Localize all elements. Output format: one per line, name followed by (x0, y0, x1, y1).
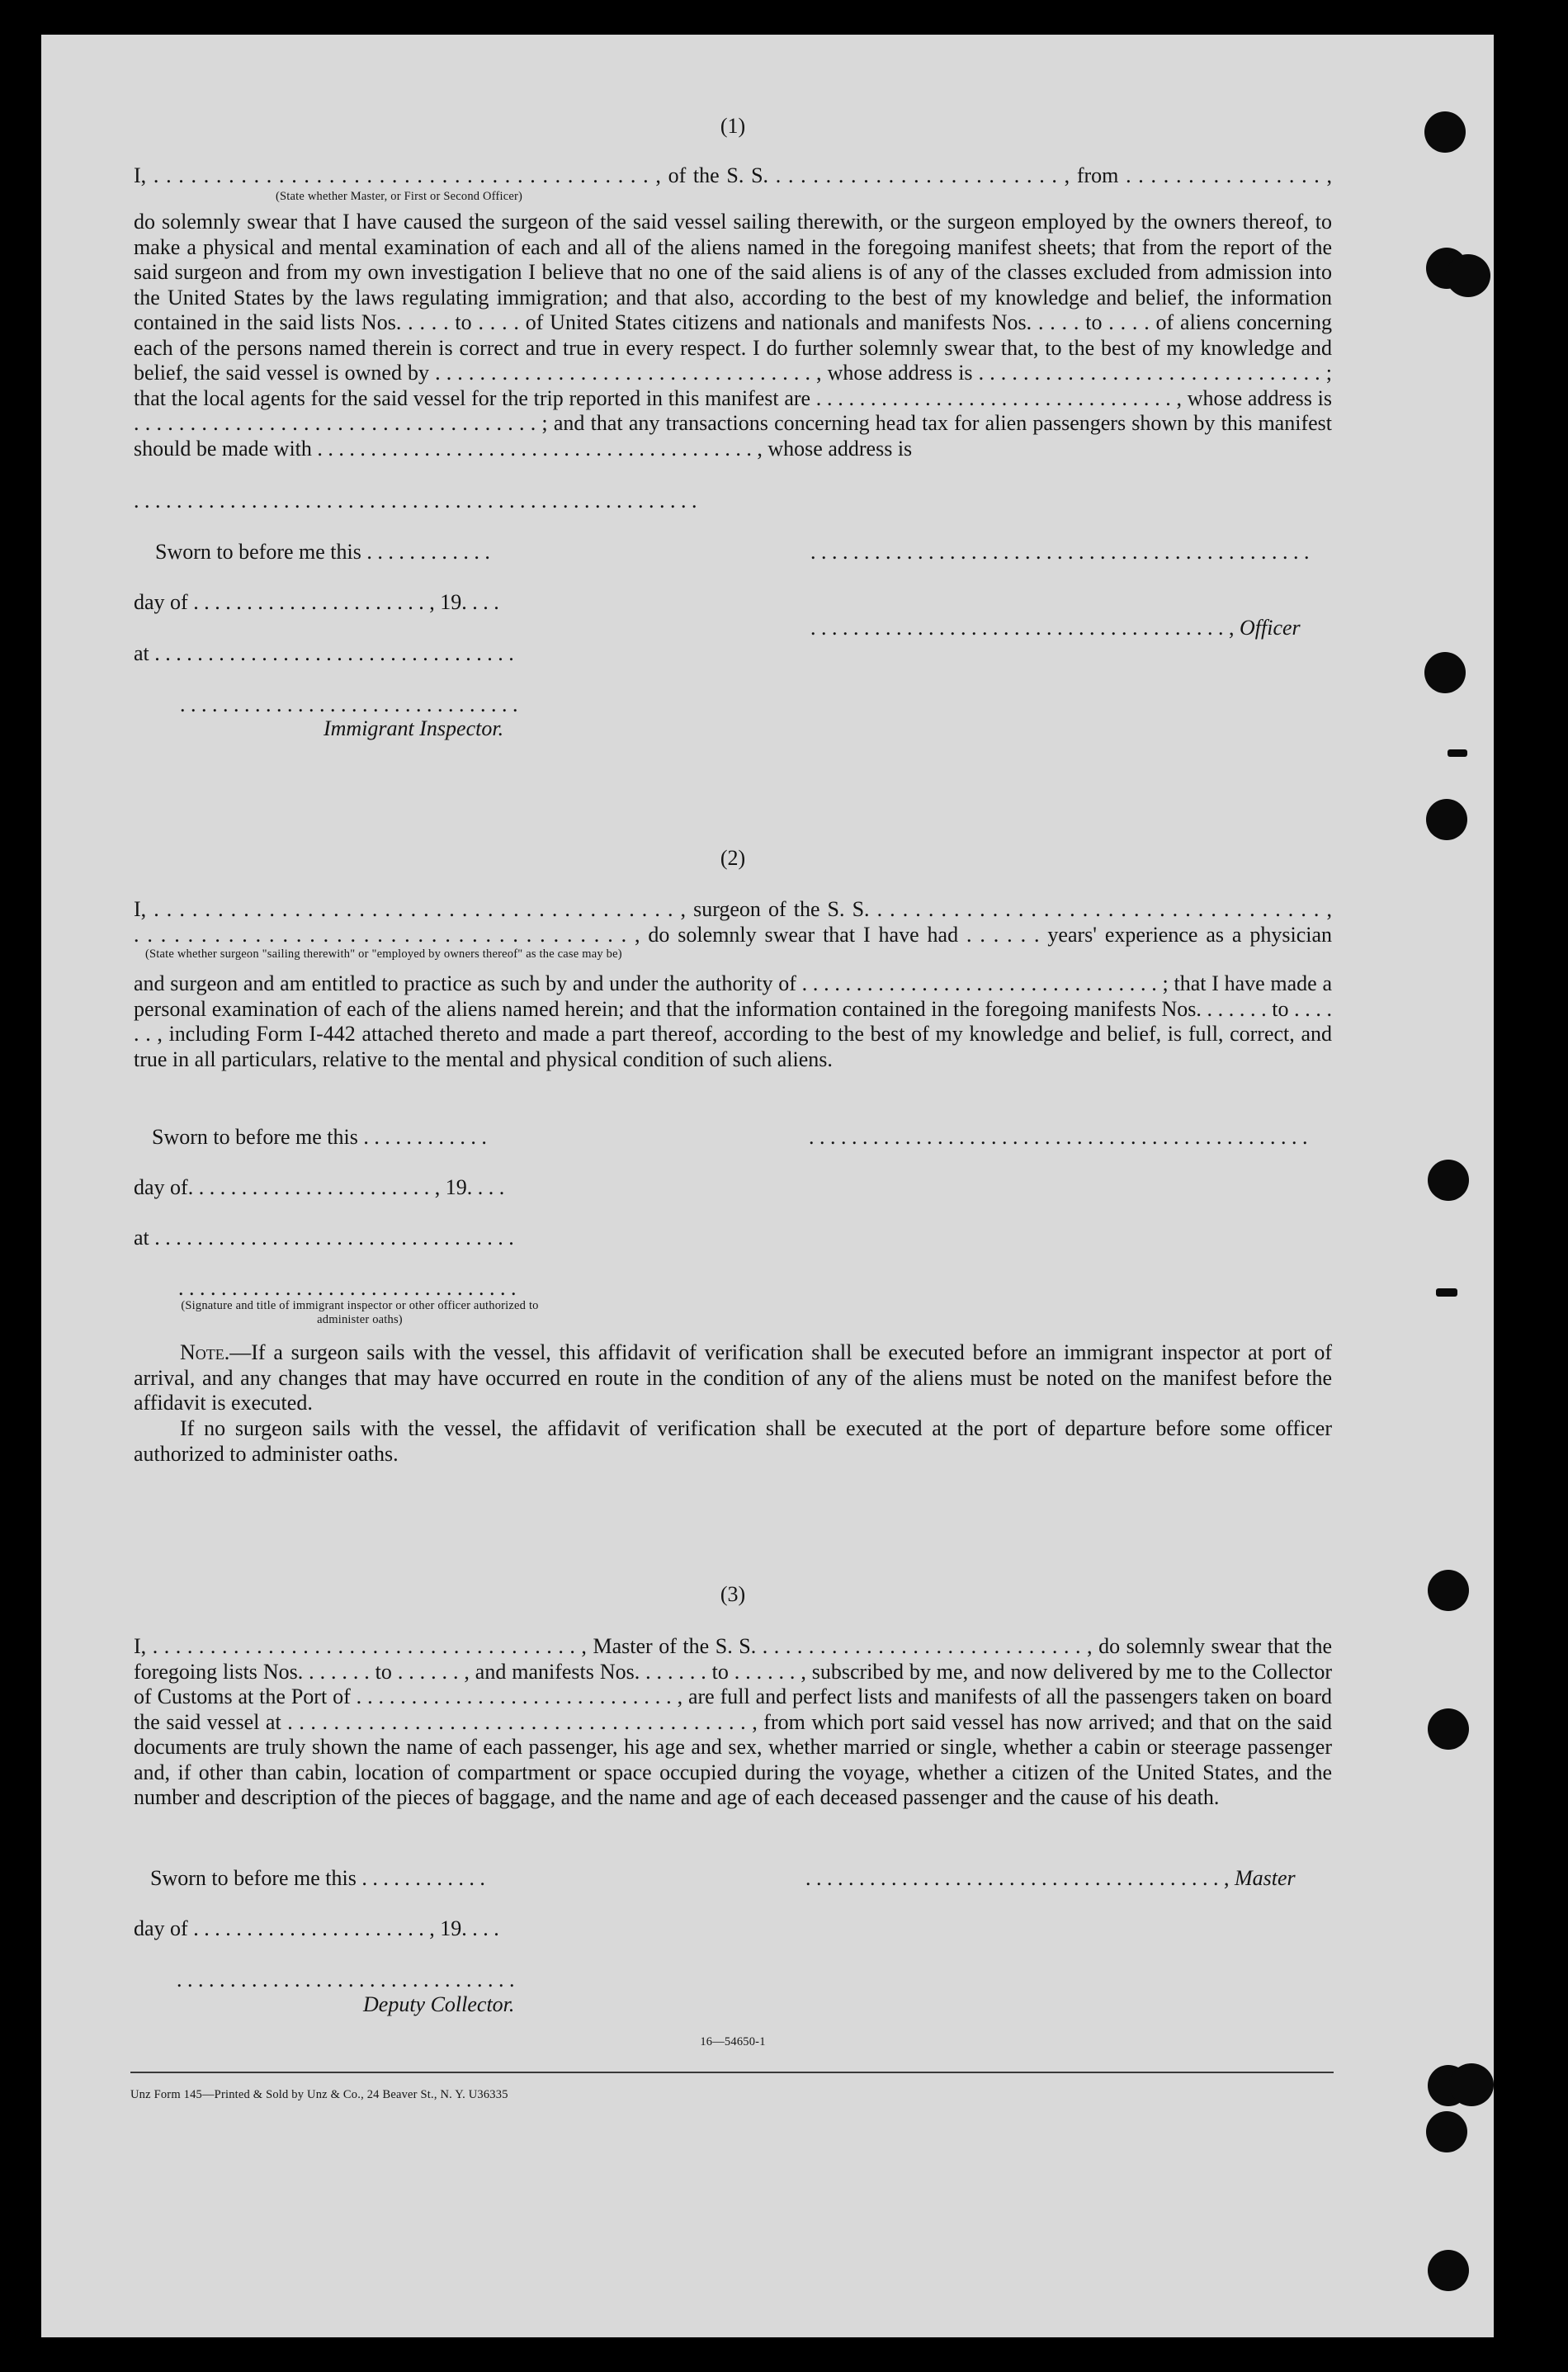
punch-hole (1428, 1570, 1469, 1611)
section-2-first-line: I, . . . . . . . . . . . . . . . . . . . . . . . . . . . . . . . . . . . . . . . . . , surgeon of the S. S. . . . . . . . . . . . . . . . . . . . . . . . . . . . . . . . . . . . , (134, 897, 1332, 921)
section-1-officer-signature (810, 616, 1301, 641)
section-1-trailing-dots: . . . . . . . . . . . . . . . . . . . . . . . . . . . . . . . . . . . . . . . . . . . . . . . . . . . . . (134, 489, 697, 513)
section-3-number: (3) (720, 1582, 746, 1606)
form-content (130, 0, 1332, 2372)
section-3-master-signature (805, 1866, 1296, 1892)
section-2-signature-line: . . . . . . . . . . . . . . . . . . . . . . . . . . . . . . . . . . . . . . . . . . . . . . . (809, 1125, 1308, 1149)
margin-mark (1436, 1288, 1457, 1297)
punch-hole (1428, 1160, 1469, 1201)
form-code: 16—54650-1 (700, 2035, 766, 2048)
printer-imprint: Unz Form 145—Printed & Sold by Unz & Co., 24 Beaver St., N. Y. U36335 (130, 2088, 508, 2101)
section-1-instruction-note: (State whether Master, or First or Second Officer) (276, 190, 523, 203)
section-1-signature-line: . . . . . . . . . . . . . . . . . . . . . . . . . . . . . . . . . . . . . . . . . . . . . . . (810, 540, 1310, 564)
punch-hole (1428, 1708, 1469, 1750)
section-3-deputy-line: . . . . . . . . . . . . . . . . . . . . . . . . . . . . . . . . (177, 1968, 515, 1992)
section-1-sworn-line: Sworn to before me this . . . . . . . . . . . . (155, 540, 490, 564)
section-3-day-line: day of . . . . . . . . . . . . . . . . . . . . . . , 19. . . . (134, 1916, 499, 1940)
section-2-oath-text: and surgeon and am entitled to practice as such by and under the authority of . . . . . . . . . . . . . . . . . . . . . . . . . . . . . . . . . ; that I have made a personal examination of each of the aliens named herein; and that the information contained in the foregoing manifests Nos. . . . . . . to . . . . . . , including Form I-442 attached thereto and made a part thereof, according to the best of my knowledge and belief, is full, correct, and true in all particulars, relative to the mental and physical condition of such aliens. (134, 971, 1332, 1071)
section-2-note-paragraph (134, 1340, 1332, 1416)
section-2-inspector-line: . . . . . . . . . . . . . . . . . . . . . . . . . . . . . . . . (178, 1276, 517, 1300)
master-line: . . . . . . . . . . . . . . . . . . . . . . . . . . . . . . . . . . . . . . . , (805, 1866, 1230, 1890)
punch-hole (1426, 2111, 1467, 2152)
margin-mark (1448, 749, 1467, 757)
punch-hole (1428, 2250, 1469, 2291)
section-1-day-line: day of . . . . . . . . . . . . . . . . . . . . . . , 19. . . . (134, 590, 499, 614)
note-label: Note. (180, 1340, 230, 1364)
section-3-sworn-line: Sworn to before me this . . . . . . . . . . . . (150, 1866, 485, 1890)
section-1-inspector-title: Immigrant Inspector. (324, 716, 504, 740)
punch-hole (1446, 254, 1490, 297)
punch-hole (1426, 799, 1467, 840)
section-2-note-paragraph-2: If no surgeon sails with the vessel, the affidavit of verification shall be executed at the port of departure before some officer authorized to administer oaths. (134, 1416, 1332, 1466)
officer-line: . . . . . . . . . . . . . . . . . . . . . . . . . . . . . . . . . . . . . . . , (810, 616, 1235, 640)
section-1-inspector-line: . . . . . . . . . . . . . . . . . . . . . . . . . . . . . . . . (180, 692, 518, 716)
master-title: Master (1235, 1866, 1296, 1890)
section-2-instruction-note: (State whether surgeon "sailing therewith" or "employed by owners thereof" as the case may be) (145, 947, 622, 961)
section-3-oath-text: I, . . . . . . . . . . . . . . . . . . . . . . . . . . . . . . . . . . . . . , Master of the S. S. . . . . . . . . . . . . . . . . . . . . . . . . . . . . , do solemnly swear that the foregoing lists Nos. . . . . . . to . . . . . . , and manifests Nos. . . . . . . to . . . . . . , subscribed by me, and now delivered by me to the Collector of Customs at the Port of . . . . . . . . . . . . . . . . . . . . . . . . . . . . . , are full and perfect lists and manifests of all the passengers taken on board the said vessel at . . . . . . . . . . . . . . . . . . . . . . . . . . . . . . . . . . . . . . . . , from which port said vessel has now arrived; and that on the said documents are truly shown the name of each passenger, his age and sex, whether married or single, whether a cabin or steerage passenger and, if other than cabin, location of compartment or space occupied during the voyage, whether a citizen of the United States, and the number and description of the pieces of baggage, and the name and age of each deceased passenger and the cause of his death. (134, 1634, 1332, 1809)
footer-divider (130, 2072, 1334, 2073)
section-1-oath-text: do solemnly swear that I have caused the surgeon of the said vessel sailing therewith, or the surgeon employed by the owners thereof, to make a physical and mental examination of each and all of the aliens named in the foregoing manifest sheets; that from the report of the said surgeon and from my own investigation I believe that no one of the said aliens is of any of the classes excluded from admission into the United States by the laws regulating immigration; and that also, according to the best of my knowledge and belief, the information contained in the said lists Nos. . . . . to . . . . of United States citizens and nationals and manifests Nos. . . . . to . . . . of aliens concerning each of the persons named therein is correct and true in every respect. I do further solemnly swear that, to the best of my knowledge and belief, the said vessel is owned by . . . . . . . . . . . . . . . . . . . . . . . . . . . . . . . . . . , whose address is . . . . . . . . . . . . . . . . . . . . . . . . . . . . . . . ; that the local agents for the said vessel for the trip reported in this manifest are . . . . . . . . . . . . . . . . . . . . . . . . . . . . . . . . . , whose address is . . . . . . . . . . . . . . . . . . . . . . . . . . . . . . . . . . . . ; and that any transactions concerning head tax for alien passengers shown by this manifest should be made with . . . . . . . . . . . . . . . . . . . . . . . . . . . . . . . . . . . . . . . . . , whose address is (134, 210, 1332, 461)
section-2-second-line: . . . . . . . . . . . . . . . . . . . . . . . . . . . . . . . . . . . . . , do solemnly swear that I have had . . . . . . years' experience as a physician (134, 923, 1332, 947)
note-text: —If a surgeon sails with the vessel, this affidavit of verification shall be executed before an immigrant inspector at port of arrival, and any changes that may have occurred en route in the condition of any of the aliens must be noted on the manifest before the affidavit is executed. (134, 1340, 1332, 1415)
section-2-day-line: day of. . . . . . . . . . . . . . . . . . . . . . . , 19. . . . (134, 1175, 505, 1199)
section-2-inspector-note: (Signature and title of immigrant inspector or other officer authorized to administer oaths) (181, 1299, 539, 1326)
punch-hole (1449, 2063, 1494, 2106)
punch-hole (1424, 652, 1466, 693)
section-1-number: (1) (720, 114, 746, 138)
section-2-at-line: at . . . . . . . . . . . . . . . . . . . . . . . . . . . . . . . . . . (134, 1226, 514, 1250)
section-1-at-line: at . . . . . . . . . . . . . . . . . . . . . . . . . . . . . . . . . . (134, 641, 514, 665)
punch-hole (1424, 111, 1466, 153)
officer-title: Officer (1240, 616, 1301, 640)
section-1-first-line: I, . . . . . . . . . . . . . . . . . . . . . . . . . . . . . . . . . . . . . . . . , of the S. S. . . . . . . . . . . . . . . . . . . . . . . . , from . . . . . . . . . . . . . . . . , (134, 163, 1332, 187)
section-2-number: (2) (720, 846, 746, 870)
section-2-sworn-line: Sworn to before me this . . . . . . . . . . . . (152, 1125, 487, 1149)
section-3-deputy-title: Deputy Collector. (363, 1992, 515, 2016)
